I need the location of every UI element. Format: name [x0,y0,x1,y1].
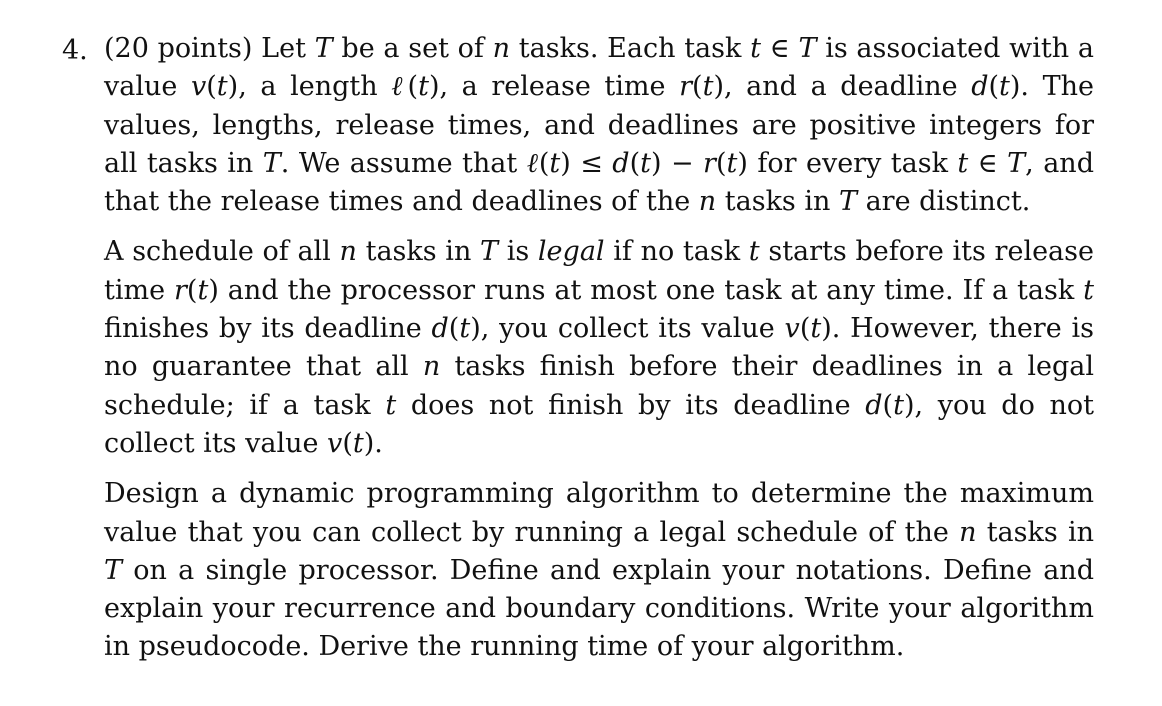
text-run: ∈ [968,147,1008,179]
math-symbol: n [339,236,357,268]
math-symbol: t [459,313,471,345]
emphasis-term: legal [537,236,605,268]
math-symbol: T [798,33,817,64]
math-symbol: t [957,147,969,179]
problem-number: 4. [62,35,88,66]
text-run: is [498,236,538,268]
math-symbol: d [612,147,630,179]
math-symbol: T [314,33,333,64]
text-run: ( [692,71,703,103]
math-symbol: t [748,236,760,268]
text-run: ). The values, lengths, release times, and deadlines are positive integers for all tasks in [104,71,1094,179]
text-run: Design a dynamic programming algorithm to determine the maximum value that you can collect by running a legal schedule of the [104,478,1094,548]
text-run: (20 points) Let [104,33,315,64]
math-symbol: r [679,71,693,103]
text-run: ), you collect its value [470,313,785,345]
text-run: on a single processor. Define and explain your notations. Define and explain your recurrence and boundary conditions. Write your algorithm in pseudocode. Derive the running time of your algorithm. [104,554,1094,663]
text-run: be a set of [332,33,493,64]
text-run: is associated with a value [104,33,1095,103]
math-symbol: t [702,71,714,103]
text-run: tasks in [976,516,1094,548]
text-run: tasks finish before their deadlines in a legal schedule; if a task [104,351,1094,421]
math-symbol: n [492,33,511,64]
math-symbol: t [549,147,561,179]
math-symbol: ℓ [526,147,539,179]
math-symbol: d [865,389,883,421]
text-run: tasks in [716,186,839,218]
math-symbol: t [352,427,364,459]
text-run: are distinct. [857,186,1031,218]
math-symbol: T [104,554,123,586]
text-run: ( [799,313,811,345]
math-symbol: t [1083,274,1095,306]
text-run: ( [882,389,894,421]
text-run: starts before its release time [104,236,1094,306]
math-symbol: t [810,313,822,345]
text-run: . We assume that [280,147,527,179]
text-run: ( [629,147,641,179]
text-run: ( [715,147,727,179]
text-run: ) and the processor runs at most one task at any time. If a task [208,274,1084,306]
math-symbol: t [726,147,738,179]
math-symbol: t [750,33,761,64]
text-run: ) − [650,147,704,179]
text-run: ( [342,427,353,459]
text-run: ( [988,71,1000,103]
text-run: ), you do not collect its value [104,389,1095,459]
math-symbol: r [703,147,716,179]
math-symbol: t [893,389,904,421]
math-symbol: n [422,351,441,383]
text-run: ( [538,147,550,179]
math-symbol: d [431,313,449,345]
text-run: ). [363,427,383,459]
text-run: ( [407,71,419,103]
math-symbol: t [418,71,429,103]
text-run: , and that the release times and deadlines of the [104,147,1094,218]
text-run: ), a release time [428,71,680,103]
math-symbol: v [190,71,207,103]
math-symbol: t [385,389,397,421]
text-run: ), and a deadline [713,71,972,103]
text-run: ), a length [227,71,392,103]
text-run: does not finish by its deadline [396,389,866,421]
math-symbol: t [216,71,228,103]
text-run: ( [186,274,198,306]
text-run: A schedule of all [104,236,340,268]
text-run: ) for every task [737,147,958,179]
math-symbol: v [784,313,800,345]
math-symbol: d [971,71,989,103]
text-run: tasks. Each task [510,33,751,64]
math-symbol: T [480,236,499,268]
math-symbol: v [327,427,343,459]
text-run: ∈ [760,33,799,64]
math-symbol: n [698,186,717,218]
math-symbol: t [999,71,1010,103]
text-run: if no task [604,236,749,268]
text-run: ) ≤ [560,147,613,179]
math-symbol: T [1007,147,1026,179]
math-symbol: ℓ [391,71,408,103]
text-run: ( [448,313,460,345]
math-symbol: n [959,516,977,548]
text-run: finishes by its deadline [104,313,432,345]
math-symbol: T [838,186,857,218]
text-run: ( [206,71,217,103]
math-symbol: T [262,147,281,179]
problem-4 [50,30,1100,667]
math-symbol: r [174,274,187,306]
text-run: tasks in [356,236,481,268]
paragraph-task-definition [104,30,1094,221]
text-run: ). However, there is no guarantee that all [104,313,1094,383]
paragraph-assignment [104,475,1094,666]
math-symbol: t [197,274,209,306]
math-symbol: t [640,147,651,179]
paragraph-legal-schedule [104,233,1094,463]
